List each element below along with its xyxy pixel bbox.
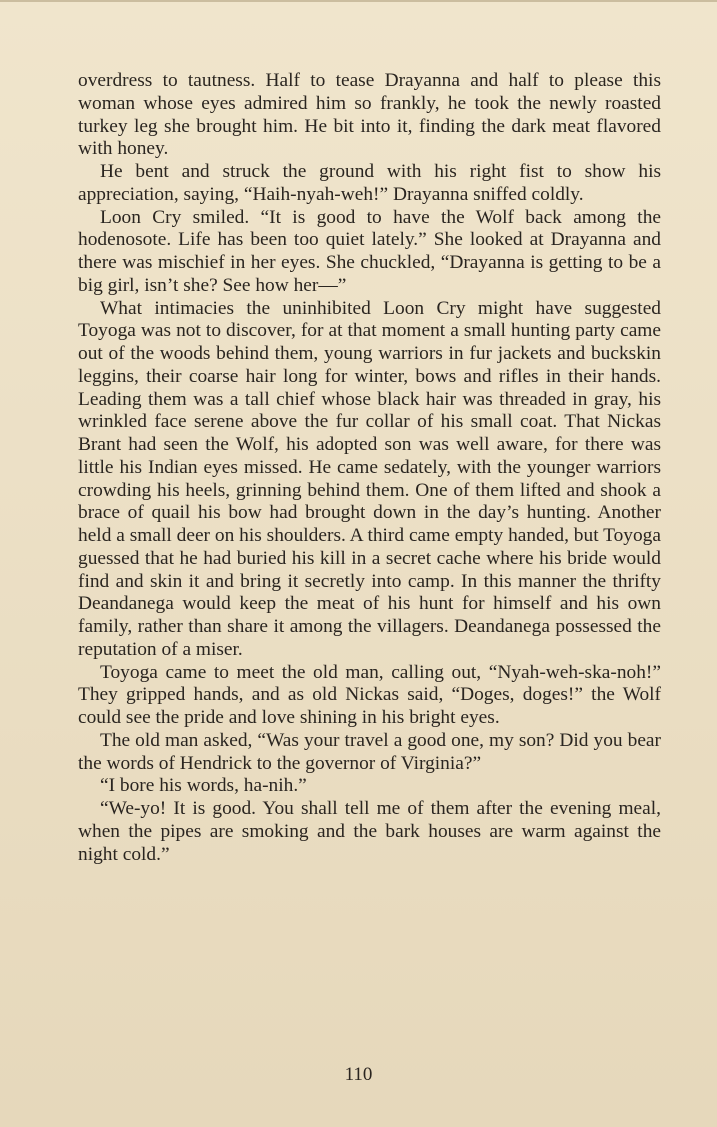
paragraph-1: overdress to tautness. Half to tease Drayanna and half to please this woman whose eyes admired him so frankly, he took the newly roasted turkey leg she brought him. He bit into it, finding the dark meat flavored with honey. (78, 70, 661, 160)
paragraph-7: “I bore his words, ha-nih.” (100, 775, 307, 797)
paragraph-5: Toyoga came to meet the old man, calling out, “Nyah-weh-ska-noh!” They gripped hands, and as old Nickas said, “Doges, doges!” the Wolf could see the pride and love shining in his bright eyes. (78, 661, 661, 728)
paragraph-2: He bent and struck the ground with his right fist to show his appreciation, saying, “Haih-nyah-weh!” Drayanna sniffed coldly. (78, 161, 661, 205)
paragraph-6: The old man asked, “Was your travel a good one, my son? Did you bear the words of Hendrick to the governor of Virginia?” (78, 729, 661, 774)
paragraph-4: What intimacies the uninhibited Loon Cry might have suggested Toyoga was not to discover, for at that moment a small hunting party came out of the woods behind them, young warriors in fur jackets and buckskin leggins, their coarse hair long for winter, bows and rifles in their hands. Leading them was a tall chief whose black hair was threaded in gray, his wrinkled face serene above the fur collar of his small coat. That Nickas Brant had seen the Wolf, his adopted son was well aware, for there was little his Indian eyes missed. He came sedately, with the younger warriors crowding his heels, grinning behind them. One of them lifted and shook a brace of quail his bow had brought down in the day’s hunting. Another held a small deer on his shoulders. A third came empty handed, but Toyoga guessed that he had buried his kill in a secret cache where his bride would find and skin it and bring it secretly into camp. In this manner the thrifty Deandanega would keep the meat of his hunt for himself and his own family, rather than share it among the villagers. Deandanega possessed the reputation of a miser. (78, 297, 661, 660)
page-top-edge (0, 0, 717, 2)
page-number: 110 (344, 1064, 373, 1085)
paragraph-3: Loon Cry smiled. “It is good to have the Wolf back among the hodenosote. Life has been too quiet lately.” She looked at Drayanna and there was mischief in her eyes. She chuckled, “Drayanna is getting to be a big girl, isn’t she? See how her—” (78, 206, 661, 296)
paragraph-8: “We-yo! It is good. You shall tell me of them after the evening meal, when the pipes are smoking and the bark houses are warm against the night cold.” (78, 798, 661, 865)
body-text (78, 70, 661, 866)
